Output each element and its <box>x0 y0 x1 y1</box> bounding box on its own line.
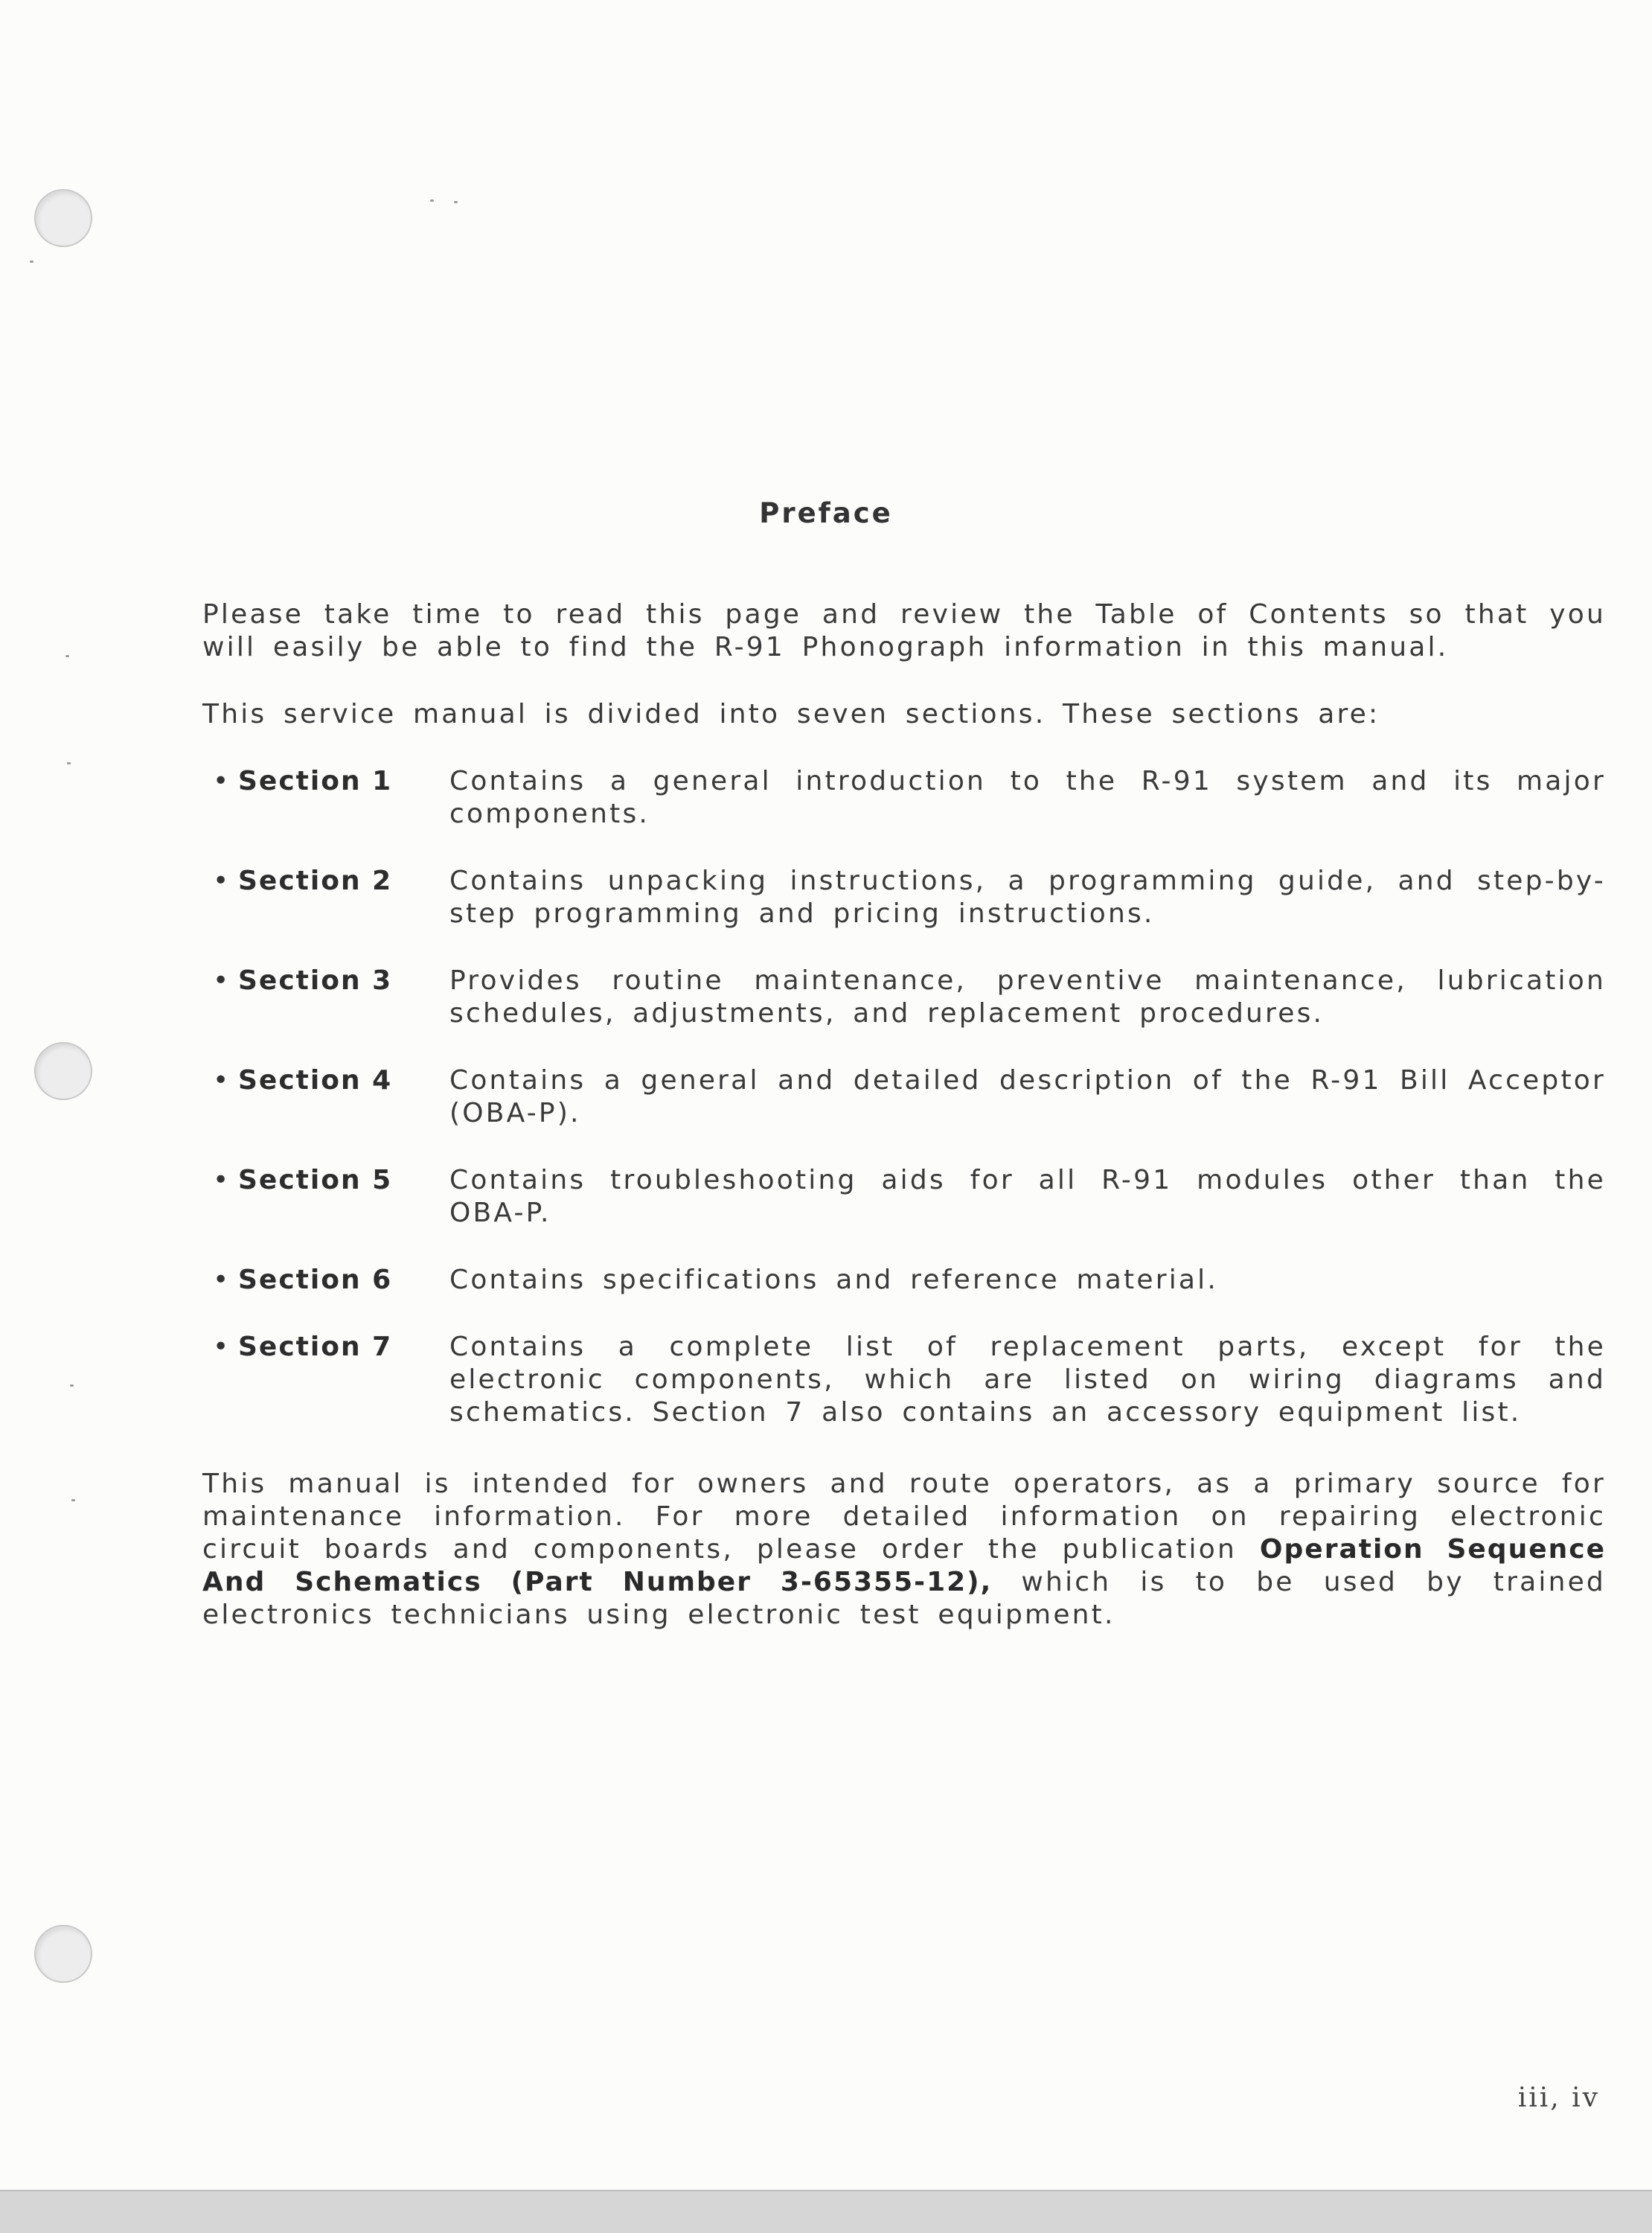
sections-intro-paragraph: This service manual is divided into seven sections. These sections are: <box>202 699 1380 729</box>
page-number: iii, iv <box>1517 2083 1600 2113</box>
bullet-marker: • <box>213 965 229 996</box>
bullet-marker: • <box>213 1332 229 1362</box>
list-item <box>213 865 1606 930</box>
intro-paragraph: Please take time to read this page and review the Table of Contents so that you will easily be able to find the R-91 Phonograph information in this manual. <box>202 599 1606 662</box>
binder-hole <box>34 1042 92 1100</box>
list-item <box>213 1164 1606 1230</box>
bullet-marker: • <box>213 866 229 896</box>
section-label: Section 4 <box>238 1065 393 1096</box>
section-description: Contains unpacking instructions, a programming guide, and step-by-step programming and pricing instructions. <box>449 866 1606 929</box>
section-list <box>213 765 1606 1463</box>
scan-speck <box>67 762 71 764</box>
section-description: Contains a complete list of replacement parts, except for the electronic components, which are listed on wiring diagrams and schematics. Section 7 also contains an accessory equipment list. <box>449 1332 1606 1428</box>
bullet-marker: • <box>213 1165 229 1195</box>
section-description: Contains a general introduction to the R-91 system and its major components. <box>449 766 1606 829</box>
scan-speck <box>454 201 458 203</box>
bullet-marker: • <box>213 766 229 796</box>
bullet-marker: • <box>213 1265 229 1295</box>
list-item <box>213 765 1606 831</box>
closing-paragraph <box>202 1468 1606 1632</box>
list-item <box>213 1264 1606 1297</box>
scan-speck <box>65 655 69 657</box>
closing-text-start: This manual is intended for owners and route operators, as a primary source for maintenance information. For more detailed information on repairing electronic circuit boards and components, please order the publication <box>202 1469 1606 1565</box>
section-description: Contains specifications and reference material. <box>449 1265 1219 1295</box>
section-description: Contains a general and detailed description of the R-91 Bill Acceptor (OBA-P). <box>449 1065 1606 1128</box>
scan-speck <box>30 261 33 263</box>
section-label: Section 7 <box>238 1332 393 1362</box>
list-item <box>213 1064 1606 1130</box>
section-description: Provides routine maintenance, preventive maintenance, lubrication schedules, adjustments, and replacement procedures. <box>449 965 1606 1029</box>
page-title: Preface <box>759 497 893 529</box>
section-label: Section 1 <box>238 766 393 796</box>
section-label: Section 3 <box>238 965 393 996</box>
section-label: Section 6 <box>238 1265 393 1295</box>
section-label: Section 2 <box>238 866 393 896</box>
scan-speck <box>430 199 434 202</box>
scan-bottom-edge <box>0 2190 1652 2233</box>
list-item <box>213 965 1606 1030</box>
publication-title: Operation Sequence And Schematics (Part Number 3-65355-12), <box>202 1534 1606 1597</box>
scan-speck <box>70 1384 74 1387</box>
scan-speck <box>71 1499 75 1501</box>
bullet-marker: • <box>213 1065 229 1096</box>
closing-text-end: which is to be used by trained electronics technicians using electronic test equipment. <box>202 1567 1606 1630</box>
section-label: Section 5 <box>238 1165 393 1195</box>
list-item <box>213 1331 1606 1429</box>
binder-hole <box>34 189 92 247</box>
section-description: Contains troubleshooting aids for all R-91 modules other than the OBA-P. <box>449 1165 1606 1228</box>
binder-hole <box>34 1925 92 1983</box>
